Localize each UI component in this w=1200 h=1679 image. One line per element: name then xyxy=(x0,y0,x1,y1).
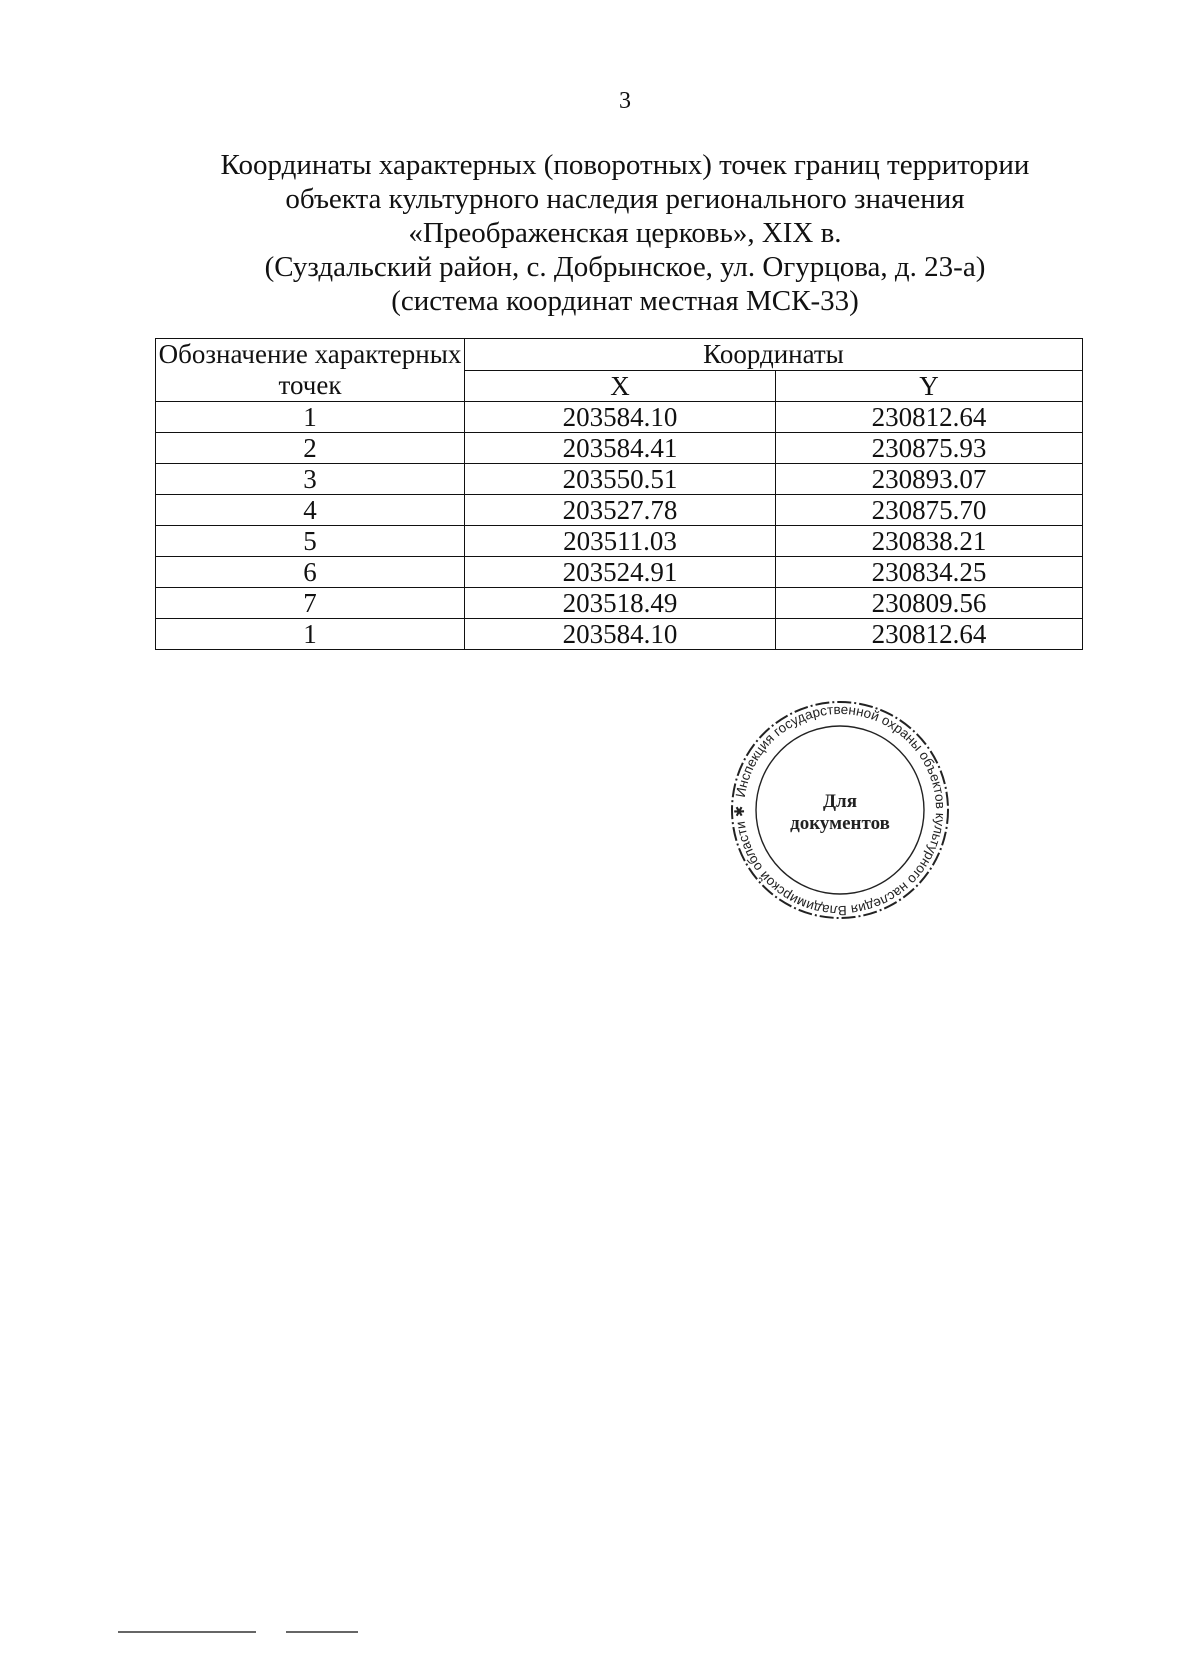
stamp-center-line: документов xyxy=(790,813,890,834)
point-cell: 5 xyxy=(156,526,465,557)
document-title xyxy=(0,148,1200,318)
y-cell: 230893.07 xyxy=(776,464,1083,495)
x-cell: 203550.51 xyxy=(465,464,776,495)
point-cell: 4 xyxy=(156,495,465,526)
y-cell: 230838.21 xyxy=(776,526,1083,557)
x-cell: 203584.41 xyxy=(465,433,776,464)
header-coordinates: Координаты xyxy=(465,339,1083,371)
stamp-center-line: Для xyxy=(822,791,858,812)
y-cell: 230834.25 xyxy=(776,557,1083,588)
title-line: (система координат местная МСК-33) xyxy=(391,285,859,317)
title-line: объекта культурного наследия регионального значения xyxy=(285,183,965,215)
y-cell: 230812.64 xyxy=(776,402,1083,433)
table-row xyxy=(156,495,1083,526)
stamp-ring-text: Инспекция государственной охраны объектов культурного наследия Владимирской области ✱ xyxy=(731,701,949,919)
x-cell: 203527.78 xyxy=(465,495,776,526)
x-cell: 203584.10 xyxy=(465,402,776,433)
y-cell: 230809.56 xyxy=(776,588,1083,619)
header-point-designation: Обозначение характерных точек xyxy=(156,339,465,402)
y-cell: 230875.93 xyxy=(776,433,1083,464)
title-line: «Преображенская церковь», XIX в. xyxy=(408,217,842,249)
table-row xyxy=(156,619,1083,650)
x-cell: 203584.10 xyxy=(465,619,776,650)
point-cell: 2 xyxy=(156,433,465,464)
table-row xyxy=(156,464,1083,495)
x-cell: 203524.91 xyxy=(465,557,776,588)
point-cell: 7 xyxy=(156,588,465,619)
header-y: Y xyxy=(776,370,1083,402)
table-row xyxy=(156,588,1083,619)
y-cell: 230875.70 xyxy=(776,495,1083,526)
title-line: (Суздальский район, с. Добрынское, ул. Огурцова, д. 23-а) xyxy=(264,251,986,283)
title-line: Координаты характерных (поворотных) точек границ территории xyxy=(220,149,1030,181)
y-cell: 230812.64 xyxy=(776,619,1083,650)
point-cell: 6 xyxy=(156,557,465,588)
x-cell: 203518.49 xyxy=(465,588,776,619)
page-number: 3 xyxy=(619,88,631,114)
table-row xyxy=(156,402,1083,433)
table-row xyxy=(156,526,1083,557)
table-row xyxy=(156,433,1083,464)
footer-rule xyxy=(118,1630,358,1634)
point-cell: 1 xyxy=(156,402,465,433)
header-x: X xyxy=(465,370,776,402)
official-stamp xyxy=(725,695,955,925)
point-cell: 1 xyxy=(156,619,465,650)
point-cell: 3 xyxy=(156,464,465,495)
x-cell: 203511.03 xyxy=(465,526,776,557)
table-row xyxy=(156,557,1083,588)
coordinates-table xyxy=(155,338,1083,650)
